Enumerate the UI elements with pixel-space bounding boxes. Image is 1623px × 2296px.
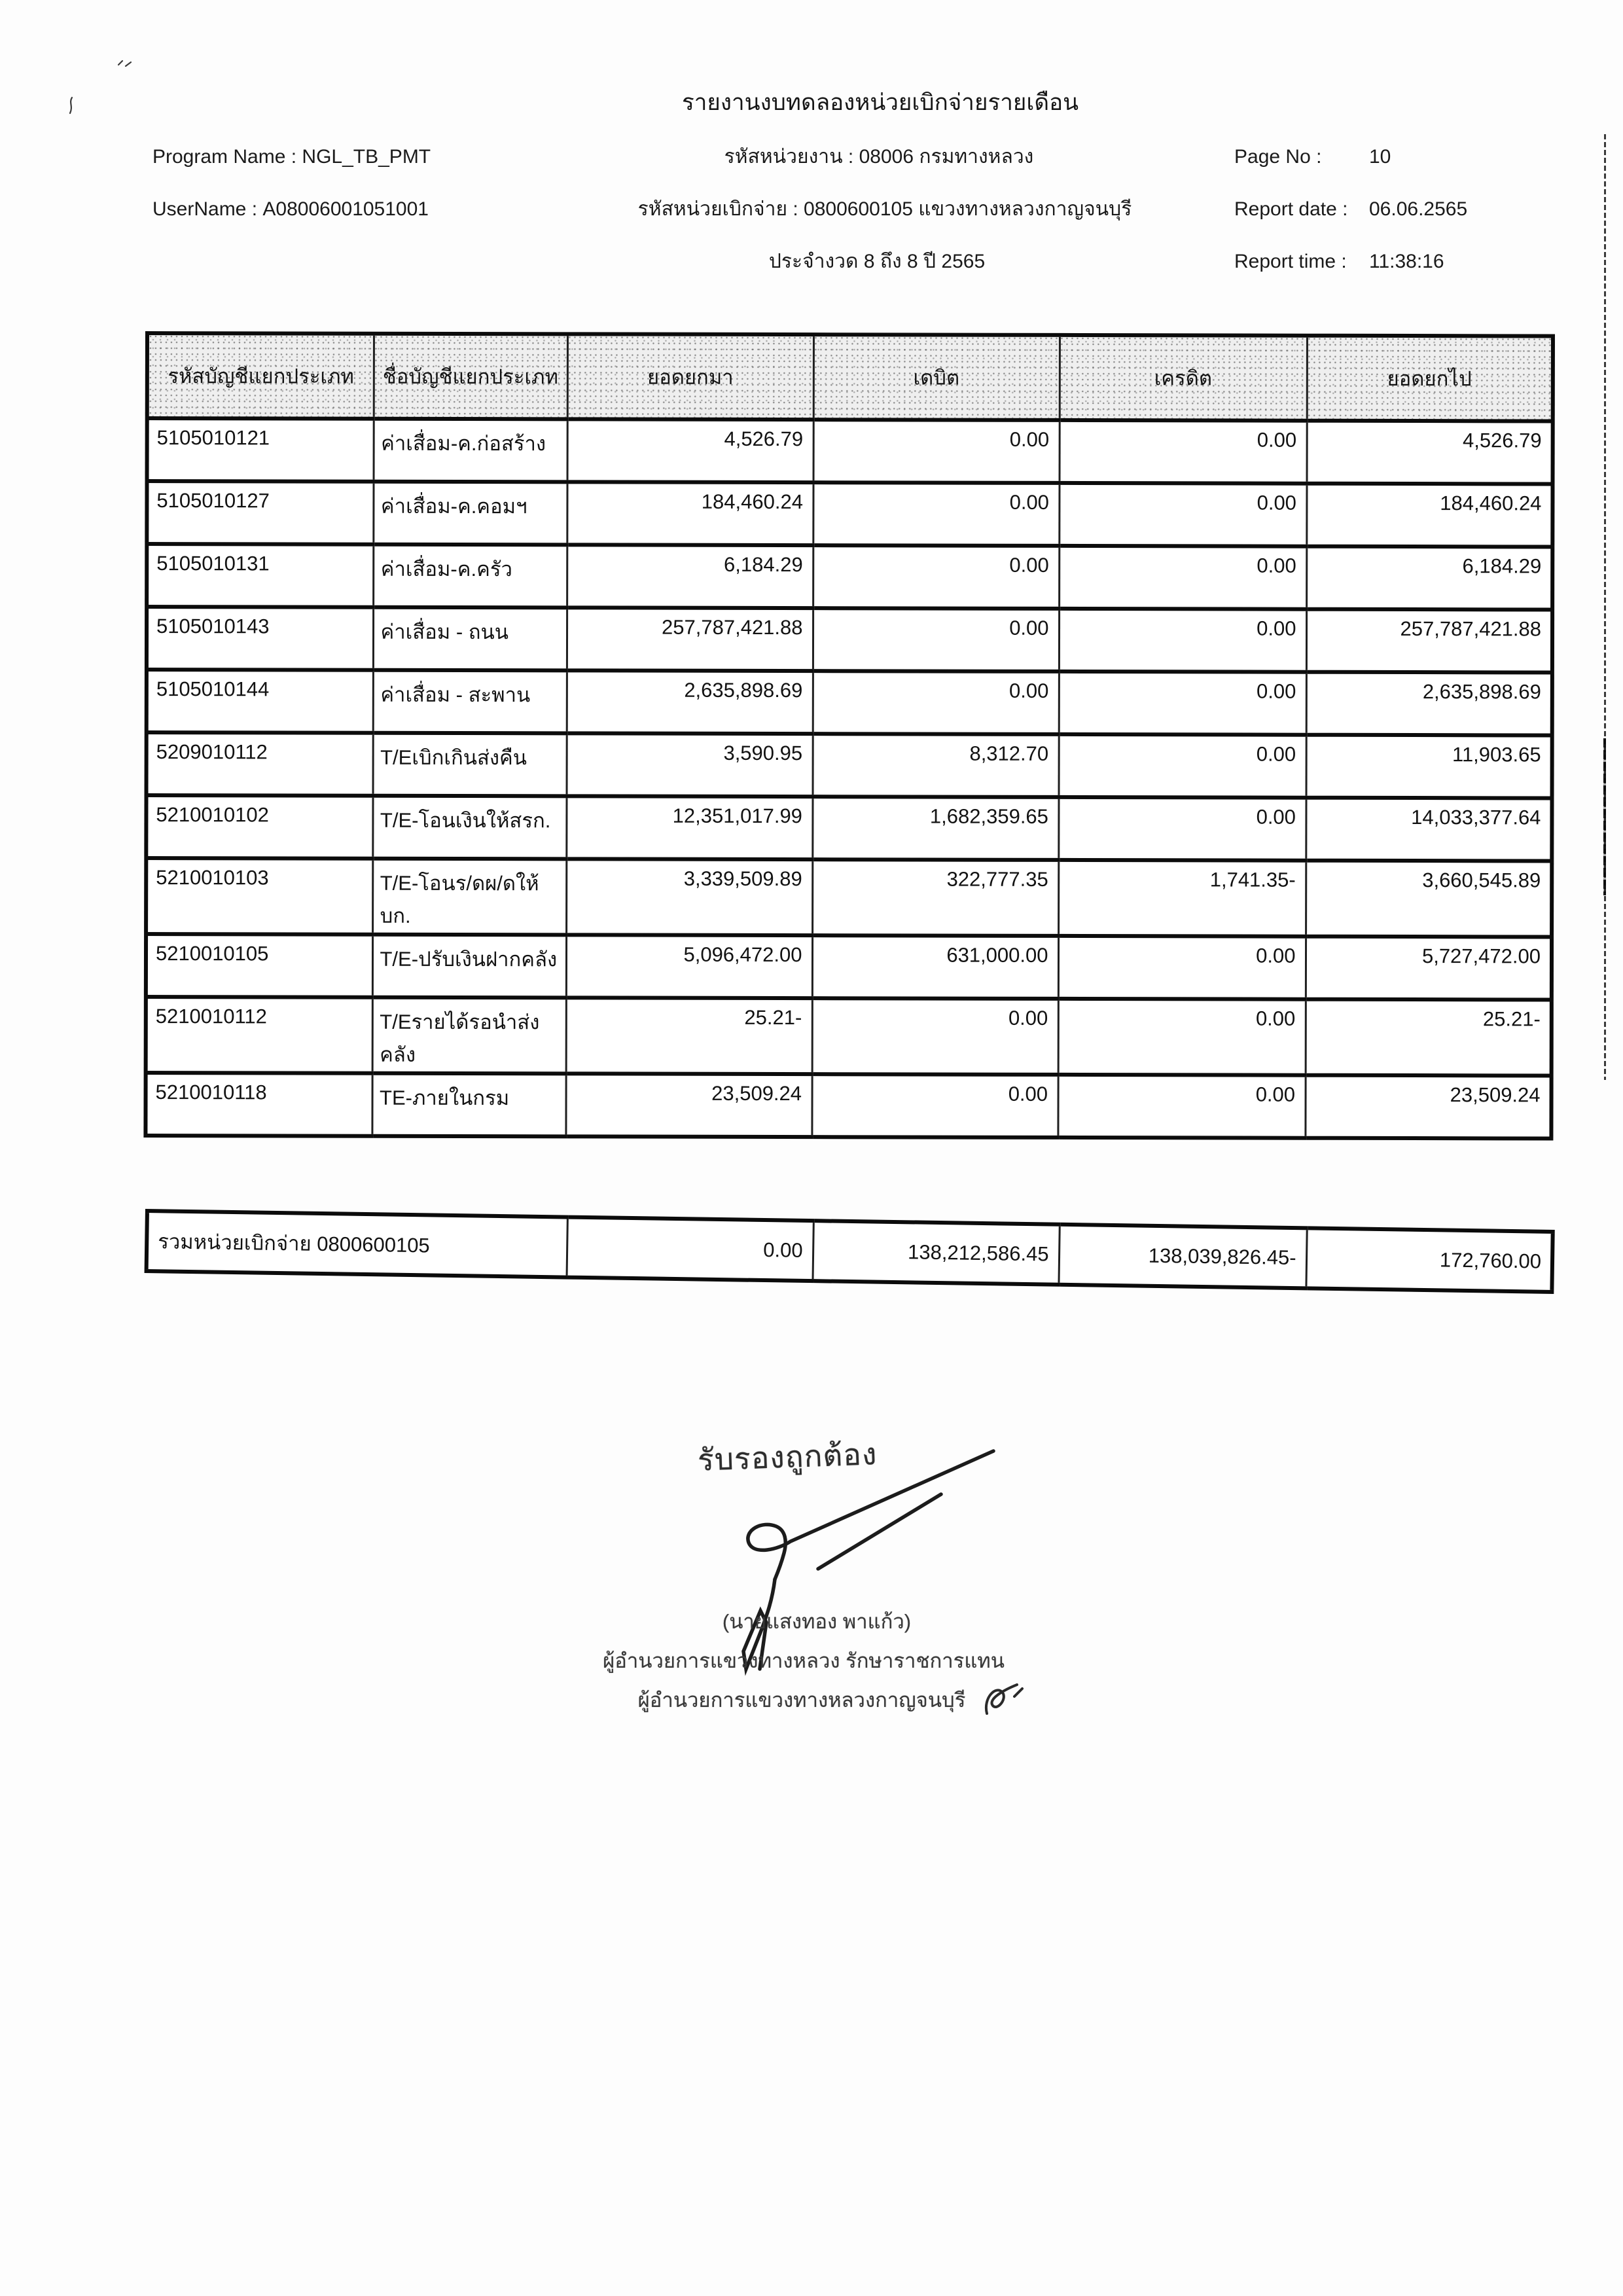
agency-code-line: รหัสหน่วยงาน : 08006 กรมทางหลวง	[724, 146, 1034, 168]
cell-credit: 0.00	[1059, 672, 1306, 735]
cell-account-code: 5105010144	[147, 670, 373, 733]
cell-brought-forward: 4,526.79	[567, 419, 813, 482]
summary-row	[147, 1211, 1553, 1292]
cell-debit: 0.00	[812, 1074, 1058, 1138]
program-name-label: Program Name :	[152, 146, 297, 168]
cell-debit: 1,682,359.65	[812, 797, 1058, 860]
scan-speck-2	[65, 96, 77, 115]
cell-debit: 631,000.00	[812, 935, 1058, 999]
table-row	[146, 858, 1552, 937]
report-date-label: Report date :	[1234, 198, 1348, 220]
table-row	[147, 607, 1552, 672]
cell-debit: 0.00	[813, 671, 1059, 734]
cell-brought-forward: 184,460.24	[567, 482, 813, 545]
cell-credit: 0.00	[1058, 797, 1306, 861]
cell-debit: 0.00	[813, 608, 1059, 672]
cell-debit: 0.00	[813, 482, 1059, 546]
username-line	[152, 196, 429, 223]
period-line: ประจำงวด 8 ถึง 8 ปี 2565	[768, 251, 986, 272]
table-row	[145, 1073, 1551, 1138]
cell-carried-forward: 23,509.24	[1305, 1075, 1551, 1139]
report-date-value: 06.06.2565	[1369, 198, 1468, 220]
signer-initial-scribble	[978, 1677, 1029, 1723]
cell-credit: 0.00	[1059, 734, 1306, 798]
cell-carried-forward: 4,526.79	[1307, 421, 1553, 484]
cell-account-name: ค่าเสื่อม-ค.ครัว	[373, 545, 567, 608]
cell-credit: 0.00	[1060, 420, 1307, 484]
signer-title-acting: ผู้อำนวยการแขวงทางหลวง รักษาราชการแทน	[603, 1649, 1005, 1672]
cell-debit: 0.00	[813, 545, 1059, 609]
summary-carried-forward: 172,760.00	[1306, 1228, 1552, 1292]
cell-debit: 8,312.70	[813, 734, 1059, 797]
cell-carried-forward: 5,727,472.00	[1306, 937, 1552, 1000]
cell-carried-forward: 11,903.65	[1306, 735, 1552, 798]
page-no-label: Page No :	[1234, 146, 1322, 168]
scan-speck-1	[116, 56, 134, 69]
cell-carried-forward: 25.21-	[1306, 999, 1552, 1076]
cell-account-code: 5210010105	[146, 934, 372, 997]
cell-brought-forward: 3,339,509.89	[566, 859, 812, 935]
cell-brought-forward: 5,096,472.00	[566, 935, 812, 998]
table-row	[147, 481, 1552, 547]
cell-carried-forward: 184,460.24	[1306, 484, 1552, 547]
header-account-name: ชื่อบัญชีแยกประเภท	[374, 334, 567, 420]
header-carried-forward: ยอดยกไป	[1307, 336, 1553, 422]
header-credit: เครดิต	[1060, 335, 1307, 421]
table-row	[146, 795, 1552, 861]
cell-account-name: T/E-โอนเงินให้สรก.	[372, 796, 566, 859]
cell-brought-forward: 25.21-	[566, 997, 812, 1074]
cell-credit: 0.00	[1059, 483, 1306, 547]
cell-brought-forward: 6,184.29	[567, 545, 813, 608]
table-row	[146, 934, 1552, 999]
cell-account-name: TE-ภายในกรม	[372, 1073, 565, 1137]
cell-account-code: 5210010102	[146, 795, 372, 859]
header-debit: เดบิต	[813, 334, 1060, 420]
cell-credit: 0.00	[1058, 936, 1306, 999]
cell-brought-forward: 3,590.95	[567, 733, 813, 797]
cell-account-code: 5209010112	[147, 732, 373, 796]
header-account-code: รหัสบัญชีแยกประเภท	[147, 333, 374, 419]
cell-carried-forward: 257,787,421.88	[1306, 609, 1552, 673]
cell-carried-forward: 14,033,377.64	[1306, 798, 1552, 861]
cell-credit: 0.00	[1058, 1075, 1305, 1138]
cell-account-code: 5210010112	[146, 997, 372, 1073]
cell-account-name: T/Eเบิกเกินส่งคืน	[373, 733, 567, 797]
summary-label: รวมหน่วยเบิกจ่าย 0800600105	[147, 1211, 567, 1278]
cell-brought-forward: 23,509.24	[565, 1073, 812, 1137]
page-no-value: 10	[1369, 146, 1391, 168]
table-row	[147, 544, 1552, 609]
program-name-value: NGL_TB_PMT	[302, 146, 431, 168]
cell-account-name: ค่าเสื่อม-ค.คอมฯ	[373, 482, 567, 545]
cell-carried-forward: 2,635,898.69	[1306, 672, 1552, 736]
report-time-value: 11:38:16	[1369, 251, 1444, 272]
signature-scribble	[681, 1443, 1008, 1679]
cell-credit: 0.00	[1059, 546, 1306, 609]
cell-account-code: 5105010143	[147, 607, 373, 670]
cell-debit: 322,777.35	[812, 859, 1058, 936]
cell-credit: 0.00	[1059, 609, 1306, 672]
summary-credit: 138,039,826.45-	[1058, 1225, 1306, 1289]
cell-credit: 0.00	[1058, 999, 1306, 1075]
cell-carried-forward: 6,184.29	[1306, 547, 1552, 610]
summary-row-table	[145, 1209, 1555, 1294]
disburse-unit-line: รหัสหน่วยเบิกจ่าย : 0800600105 แขวงทางหลวงกาญจนบุรี	[637, 198, 1132, 220]
username-label: UserName :	[152, 198, 258, 220]
cell-account-name: T/E-โอนร/ดผ/ดให้บก.	[372, 859, 566, 935]
summary-brought-forward: 0.00	[567, 1217, 813, 1282]
trial-balance-table	[143, 331, 1555, 1141]
header-brought-forward: ยอดยกมา	[567, 334, 813, 420]
cell-account-name: ค่าเสื่อม - ถนน	[373, 607, 567, 671]
certified-stamp-text: รับรองถูกต้อง	[697, 1437, 878, 1477]
cell-debit: 0.00	[812, 998, 1058, 1075]
cell-account-name: T/E-ปรับเงินฝากคลัง	[372, 935, 566, 998]
cell-brought-forward: 2,635,898.69	[567, 670, 813, 734]
cell-account-code: 5105010121	[147, 418, 374, 482]
cell-account-name: ค่าเสื่อม-ค.ก่อสร้าง	[374, 419, 567, 482]
cell-brought-forward: 12,351,017.99	[566, 796, 812, 859]
report-time-label: Report time :	[1234, 251, 1347, 272]
scan-artifact-dashed-line	[1604, 134, 1606, 1080]
table-header	[147, 333, 1553, 421]
username-value: A08006001051001	[262, 198, 429, 220]
page-title: รายงานงบทดลองหน่วยเบิกจ่ายรายเดือน	[681, 90, 1079, 115]
signer-title-director: ผู้อำนวยการแขวงทางหลวงกาญจนบุรี	[637, 1689, 966, 1712]
cell-account-code: 5210010103	[146, 858, 372, 935]
cell-carried-forward: 3,660,545.89	[1306, 861, 1552, 937]
cell-account-code: 5105010127	[147, 481, 373, 545]
program-name-line	[152, 144, 431, 170]
cell-account-code: 5210010118	[145, 1073, 372, 1136]
summary-debit: 138,212,586.45	[812, 1221, 1059, 1285]
table-row	[147, 732, 1552, 798]
cell-account-name: ค่าเสื่อม - สะพาน	[373, 670, 567, 734]
table-row	[147, 418, 1553, 484]
cell-account-name: T/Eรายได้รอนำส่งคลัง	[372, 997, 566, 1074]
scan-artifact-dark-segment	[1603, 738, 1606, 895]
cell-credit: 1,741.35-	[1058, 860, 1306, 937]
table-row	[147, 670, 1552, 735]
cell-brought-forward: 257,787,421.88	[567, 607, 813, 671]
table-row	[146, 997, 1552, 1075]
signer-name: (นายแสงทอง พาแก้ว)	[722, 1610, 912, 1633]
cell-account-code: 5105010131	[147, 544, 373, 607]
cell-debit: 0.00	[813, 420, 1060, 483]
table-body	[145, 418, 1552, 1138]
